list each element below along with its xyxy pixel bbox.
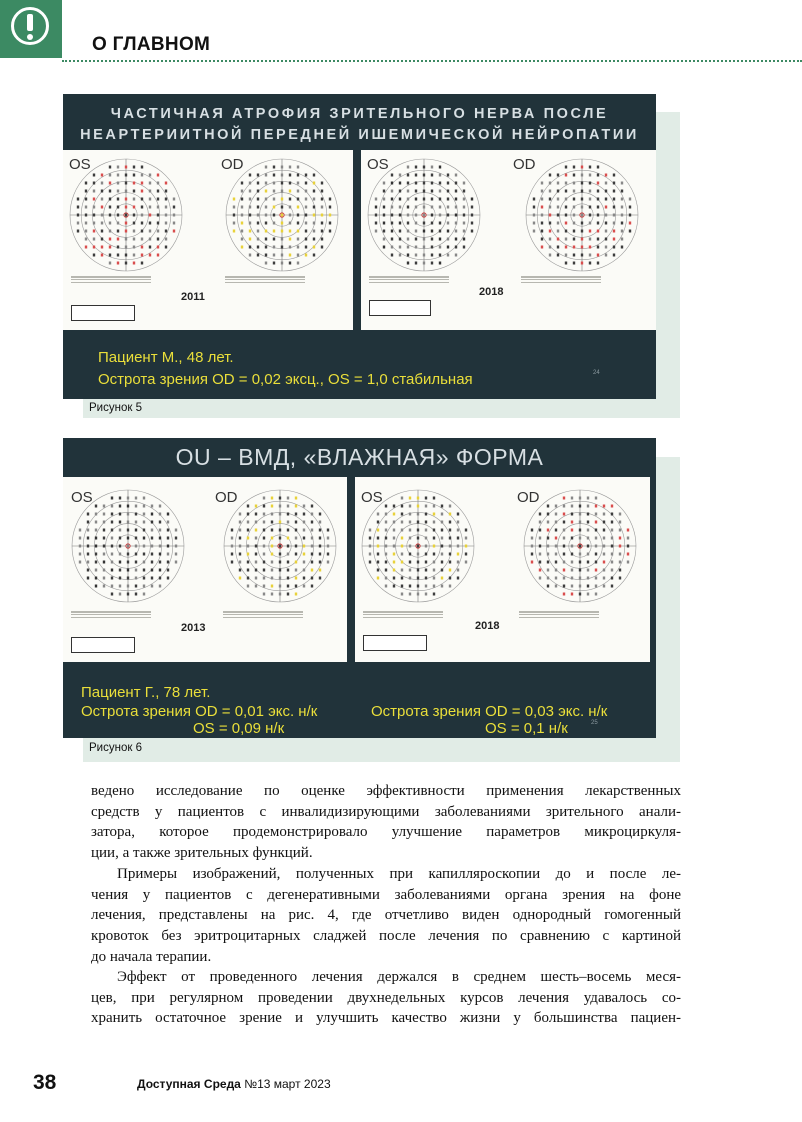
visual-field-chart <box>521 487 639 605</box>
page-number: 38 <box>33 1071 57 1094</box>
label-box <box>363 635 427 651</box>
exam-year: 2018 <box>479 286 504 298</box>
label-box <box>71 637 135 653</box>
visual-field-chart <box>69 487 187 605</box>
figure-5-slide <box>63 94 656 399</box>
visual-field-chart <box>359 487 477 605</box>
paragraph-3: Эффект от проведенного лечения держался в среднем шесть–восемь меся- цев, при регулярном проведении двухнедельных курсов лечения удавалось со- хранить остаточное зрение и улучшить качество жизни у большинства пациен- <box>91 969 681 1027</box>
figure-5-caption-line-1: Пациент М., 48 лет. <box>98 349 234 366</box>
right-eye-label: OD <box>513 156 536 173</box>
journal-info <box>137 1077 331 1091</box>
right-eye-label: OD <box>215 489 238 506</box>
left-eye-label: OS <box>361 489 383 506</box>
figure-6-caption-left-1: Пациент Г., 78 лет. <box>81 684 211 701</box>
journal-issue: №13 март 2023 <box>244 1077 331 1091</box>
figure-6-caption-left-3: OS = 0,09 н/к <box>193 720 285 737</box>
figure-5-label: Рисунок 5 <box>89 402 142 414</box>
journal-name: Доступная Среда <box>137 1077 241 1091</box>
right-eye-label: OD <box>221 156 244 173</box>
figure-5-panel-right <box>361 150 656 330</box>
exam-year: 2011 <box>181 291 205 303</box>
visual-field-chart <box>365 156 483 274</box>
figure-6-slide-number: 25 <box>591 720 598 726</box>
left-eye-label: OS <box>69 156 91 173</box>
left-eye-label: OS <box>367 156 389 173</box>
right-eye-label: OD <box>517 489 540 506</box>
section-icon-block <box>0 0 62 58</box>
figure-5-caption-line-2: Острота зрения OD = 0,02 эксц., OS = 1,0 стабильная <box>98 371 473 388</box>
visual-field-chart <box>67 156 185 274</box>
figure-6-caption-left-2: Острота зрения OD = 0,01 экс. н/к <box>81 703 318 720</box>
label-box <box>369 300 431 316</box>
exam-year: 2018 <box>475 620 500 632</box>
figure-5-title: ЧАСТИЧНАЯ АТРОФИЯ ЗРИТЕЛЬНОГО НЕРВА ПОСЛЕ НЕАРТЕРИИТНОЙ ПЕРЕДНЕЙ ИШЕМИЧЕСКОЙ НЕЙРОПАТИИ <box>80 106 639 143</box>
figure-6-caption-right-2: OS = 0,1 н/к <box>485 720 568 737</box>
figure-6-caption-right-1: Острота зрения OD = 0,03 экс. н/к <box>371 703 608 720</box>
visual-field-chart <box>221 487 339 605</box>
header-divider <box>62 60 802 62</box>
paragraph-2: Примеры изображений, полученных при капилляроскопии до и после ле- чения у пациентов с дегенеративными заболеваниями органа зрения на фоне лечения, представлены на рис. 4, где отчетливо виден однородный гомогенный кровоток без эритроцитарных сладжей после лечения по сравнению с картиной до начала терапии. <box>91 866 681 965</box>
label-box <box>71 305 135 321</box>
figure-6-title: OU – ВМД, «ВЛАЖНАЯ» ФОРМА <box>175 444 544 470</box>
section-title: О ГЛАВНОМ <box>92 34 211 55</box>
visual-field-chart <box>523 156 641 274</box>
figure-6-slide <box>63 438 656 738</box>
figure-6-panel-right <box>355 477 650 662</box>
visual-field-chart <box>223 156 341 274</box>
figure-5-panel-left <box>63 150 353 330</box>
figure-6-label: Рисунок 6 <box>89 742 142 754</box>
exam-year: 2013 <box>181 622 206 634</box>
figure-5-slide-number: 24 <box>593 370 600 376</box>
figure-6-panel-left <box>63 477 347 662</box>
left-eye-label: OS <box>71 489 93 506</box>
paragraph-1: ведено исследование по оценке эффективности применения лекарственных средств у пациентов с инвалидизирующими заболеваниями зрительного анали- затора, которое продемонстрировало улучшение параметров микроциркуля- ции, а также зрительных функций. <box>91 783 681 862</box>
